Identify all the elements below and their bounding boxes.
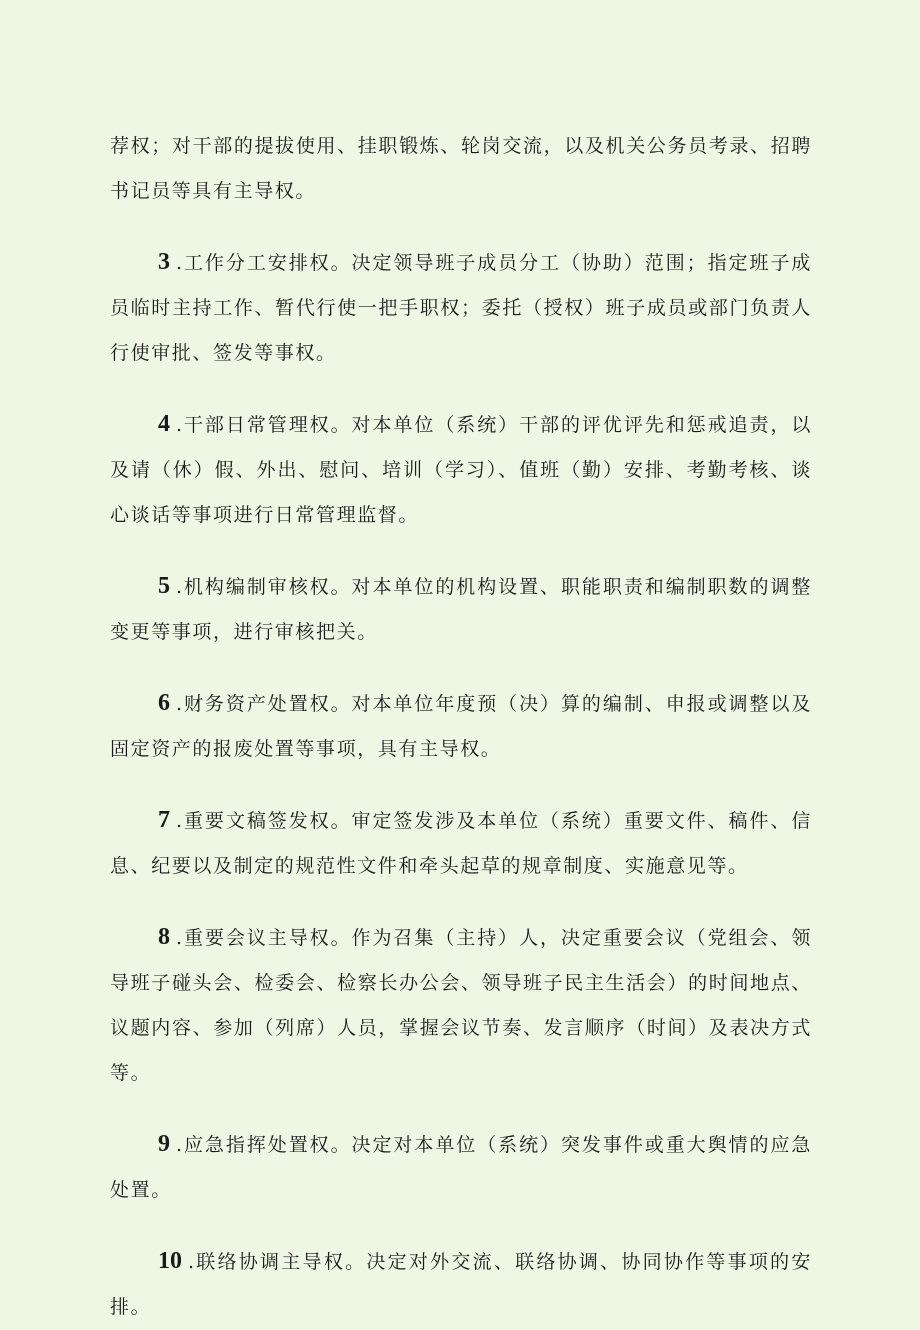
paragraph-text: .联络协调主导权。决定对外交流、联络协调、协同协作等事项的安排。: [110, 1251, 812, 1318]
paragraph-continuation: [110, 124, 812, 214]
paragraph-text: .重要会议主导权。作为召集（主持）人，决定重要会议（党组会、领导班子碰头会、检委会、检察长办公会、领导班子民主生活会）的时间地点、议题内容、参加（列席）人员，掌握会议节奏、发言顺序（时间）及表决方式等。: [110, 927, 812, 1084]
paragraph-item-9: [110, 1122, 812, 1213]
paragraph-item-4: [110, 402, 812, 538]
paragraph-text: .应急指挥处置权。决定对本单位（系统）突发事件或重大舆情的应急处置。: [110, 1134, 812, 1201]
item-number: 10: [158, 1248, 182, 1274]
item-number: 5: [158, 573, 170, 599]
item-number: 9: [158, 1131, 170, 1157]
paragraph-item-7: [110, 798, 812, 889]
paragraph-item-10: [110, 1239, 812, 1330]
paragraph-text: .重要文稿签发权。审定签发涉及本单位（系统）重要文件、稿件、信息、纪要以及制定的规范性文件和牵头起草的规章制度、实施意见等。: [110, 810, 812, 877]
document-body: [110, 124, 812, 1330]
item-number: 6: [158, 690, 170, 716]
paragraph-text: .机构编制审核权。对本单位的机构设置、职能职责和编制职数的调整变更等事项，进行审核把关。: [110, 576, 812, 643]
paragraph-text: 荐权；对干部的提拔使用、挂职锻炼、轮岗交流，以及机关公务员考录、招聘书记员等具有主导权。: [110, 135, 812, 202]
item-number: 7: [158, 807, 170, 833]
paragraph-text: .工作分工安排权。决定领导班子成员分工（协助）范围；指定班子成员临时主持工作、暂代行使一把手职权；委托（授权）班子成员或部门负责人行使审批、签发等事权。: [110, 252, 812, 364]
paragraph-item-3: [110, 240, 812, 376]
paragraph-item-5: [110, 564, 812, 655]
paragraph-item-8: [110, 915, 812, 1096]
paragraph-item-6: [110, 681, 812, 772]
paragraph-text: .干部日常管理权。对本单位（系统）干部的评优评先和惩戒追责，以及请（休）假、外出、慰问、培训（学习）、值班（勤）安排、考勤考核、谈心谈话等事项进行日常管理监督。: [110, 414, 812, 526]
paragraph-text: .财务资产处置权。对本单位年度预（决）算的编制、申报或调整以及固定资产的报废处置等事项，具有主导权。: [110, 693, 812, 760]
item-number: 8: [158, 924, 170, 950]
item-number: 3: [158, 249, 170, 275]
item-number: 4: [158, 411, 170, 437]
